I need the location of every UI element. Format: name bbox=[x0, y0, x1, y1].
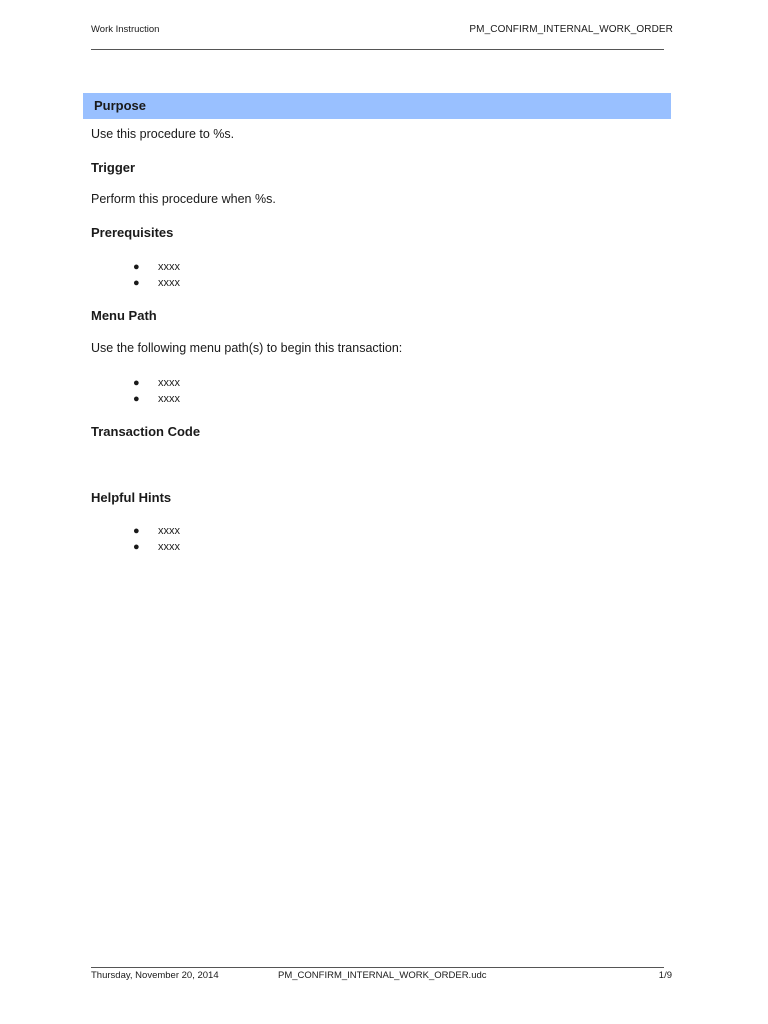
bullet-icon: ● bbox=[133, 377, 140, 389]
purpose-heading: Purpose bbox=[94, 98, 147, 113]
list-item-text: xxxx bbox=[158, 541, 180, 553]
list-item-text: xxxx bbox=[158, 393, 180, 405]
document-type-label: Work Instruction bbox=[91, 24, 160, 35]
prerequisites-heading: Prerequisites bbox=[91, 225, 174, 240]
purpose-section-bar bbox=[83, 93, 671, 119]
trigger-text: Perform this procedure when %s. bbox=[91, 192, 276, 206]
helpful-hints-heading: Helpful Hints bbox=[91, 490, 172, 505]
purpose-text: Use this procedure to %s. bbox=[91, 127, 235, 141]
header-divider bbox=[91, 49, 664, 50]
trigger-heading: Trigger bbox=[91, 160, 136, 175]
footer-date: Thursday, November 20, 2014 bbox=[91, 970, 219, 981]
menu-path-heading: Menu Path bbox=[91, 308, 157, 323]
bullet-icon: ● bbox=[133, 541, 140, 553]
page-number: 1/9 bbox=[658, 970, 672, 981]
transaction-code-heading: Transaction Code bbox=[91, 424, 201, 439]
footer-filename: PM_CONFIRM_INTERNAL_WORK_ORDER.udc bbox=[278, 970, 487, 981]
list-item-text: xxxx bbox=[158, 277, 180, 289]
bullet-icon: ● bbox=[133, 277, 140, 289]
list-item-text: xxxx bbox=[158, 261, 180, 273]
list-item-text: xxxx bbox=[158, 525, 180, 537]
bullet-icon: ● bbox=[133, 393, 140, 405]
bullet-icon: ● bbox=[133, 525, 140, 537]
footer-divider bbox=[91, 967, 664, 968]
bullet-icon: ● bbox=[133, 261, 140, 273]
document-id-label: PM_CONFIRM_INTERNAL_WORK_ORDER bbox=[469, 24, 673, 35]
list-item-text: xxxx bbox=[158, 377, 180, 389]
menu-path-text: Use the following menu path(s) to begin this transaction: bbox=[91, 341, 403, 355]
